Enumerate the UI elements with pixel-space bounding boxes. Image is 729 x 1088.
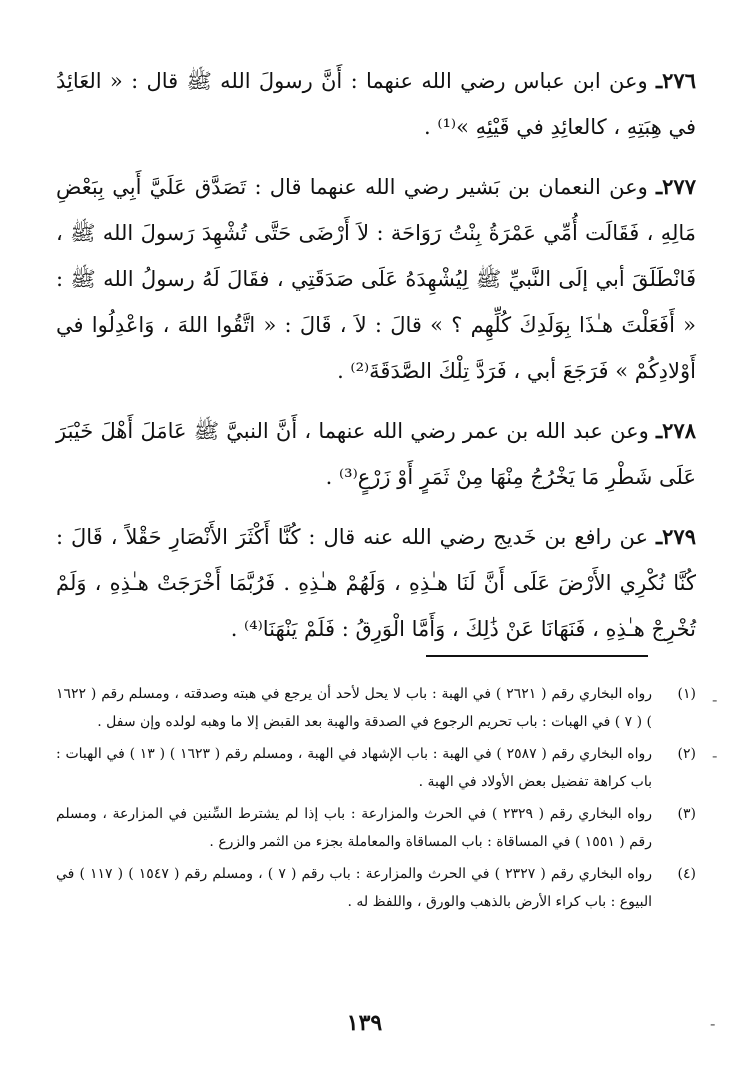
footnote-1 [56, 680, 696, 736]
footnote-text: رواه البخاري رقم ( ٢٣٢٧ ) في الحرث والمزارعة : باب رقم ( ٧ ) ، ومسلم رقم ( ١٥٤٧ ) ( ١١٧ ) في البيوع : باب كراء الأرض بالذهب والورق ، واللفظ له . [56, 866, 652, 910]
hadith-text: وعن النعمان بن بَشير رضي الله عنهما قال : تَصَدَّق عَلَيَّ أَبِي بِبَعْضِ مَالِهِ ، فَقَالَت أُمِّي عَمْرَةُ بِنْتُ رَوَاحَة : لاَ أَرْضَى حَتَّى تُشْهِدَ رَسولَ الله ﷺ ، فَانْطَلَقَ أبي إلَى النَّبيِّ ﷺ لِيُشْهِدَهُ عَلَى صَدَقَتِي ، فقَالَ لَهُ رسولُ الله ﷺ : « أَفَعَلْتَ هـٰذَا بِوَلَدِكَ كُلِّهِم ؟ » قالَ : لاَ ، قَالَ : « اتَّقُوا اللهَ ، وَاعْدِلُوا في أَوْلادِكُمْ » فَرَجَعَ أبي ، فَرَدَّ تِلْكَ الصَّدَقَةَ⁽²⁾ . [56, 175, 696, 383]
footnote-3 [56, 800, 696, 856]
footnote-4 [56, 860, 696, 916]
page-number: ١٣٩ [346, 1010, 383, 1036]
hadith-276 [56, 58, 696, 150]
margin-mark: - [712, 746, 718, 765]
footnote-number: (١) [677, 686, 696, 702]
hadith-text: وعن ابن عباس رضي الله عنهما : أَنَّ رسولَ الله ﷺ قال : « العَائِدُ في هِبَتِهِ ، كالعائِدِ في قَيْئِهِ »⁽¹⁾ . [56, 69, 696, 139]
hadith-number: ٢٧٩ـ [656, 524, 696, 549]
footnote-text: رواه البخاري رقم ( ٢٥٨٧ ) في الهبة : باب الإشهاد في الهبة ، ومسلم رقم ( ١٦٢٣ ) ( ١٣ ) في الهبات : باب كراهة تفضيل بعض الأولاد في الهبة . [56, 746, 652, 790]
margin-mark: - [712, 690, 718, 709]
footnotes [56, 680, 696, 920]
footnote-number: (٤) [677, 866, 696, 882]
footnote-2 [56, 740, 696, 796]
hadith-279 [56, 514, 696, 652]
footnote-number: (٢) [677, 746, 696, 762]
hadith-278 [56, 408, 696, 500]
footnote-divider [426, 655, 648, 657]
footnote-number: (٣) [677, 806, 696, 822]
footnote-text: رواه البخاري رقم ( ٢٣٢٩ ) في الحرث والمزارعة : باب إذا لم يشترط السِّنين في المزارعة ، ومسلم رقم ( ١٥٥١ ) في المساقاة : باب المساقاة والمعاملة بجزء من الثمر والزرع . [56, 806, 652, 850]
hadith-number: ٢٧٦ـ [656, 68, 696, 93]
footnote-text: رواه البخاري رقم ( ٢٦٢١ ) في الهبة : باب لا يحل لأحد أن يرجع في هبته وصدقته ، ومسلم رقم ( ١٦٢٢ ) ( ٧ ) في الهبات : باب تحريم الرجوع في الصدقة والهبة بعد القبض إلا ما وهبه لولده وإن سفل . [56, 686, 652, 730]
margin-mark: - [710, 1014, 716, 1033]
hadith-number: ٢٧٨ـ [655, 418, 696, 443]
main-text [56, 58, 696, 666]
hadith-text: وعن عبد الله بن عمر رضي الله عنهما ، أَنَّ النبيَّ ﷺ عَامَلَ أَهْلَ خَيْبَرَ عَلَى شَطْرِ مَا يَخْرُجُ مِنْهَا مِنْ ثَمَرٍ أَوْ زَرْعٍ⁽³⁾ . [56, 419, 696, 489]
hadith-text: عن رافع بن خَديج رضي الله عنه قال : كُنَّا أَكْثَرَ الأَنْصَارِ حَقْلاً ، قَالَ : كُنَّا نُكْرِي الأَرْضَ عَلَى أَنَّ لَنَا هـٰذِهِ ، وَلَهُمْ هـٰذِهِ . فَرُبَّمَا أَخْرَجَتْ هـٰذِهِ ، وَلَمْ تُخْرِجْ هـٰذِهِ ، فَنَهَانَا عَنْ ذَٰلِكَ ، وَأَمَّا الْوَرِقُ : فَلَمْ يَنْهَنَا⁽⁴⁾ . [56, 525, 696, 641]
hadith-277 [56, 164, 696, 394]
hadith-number: ٢٧٧ـ [655, 174, 696, 199]
